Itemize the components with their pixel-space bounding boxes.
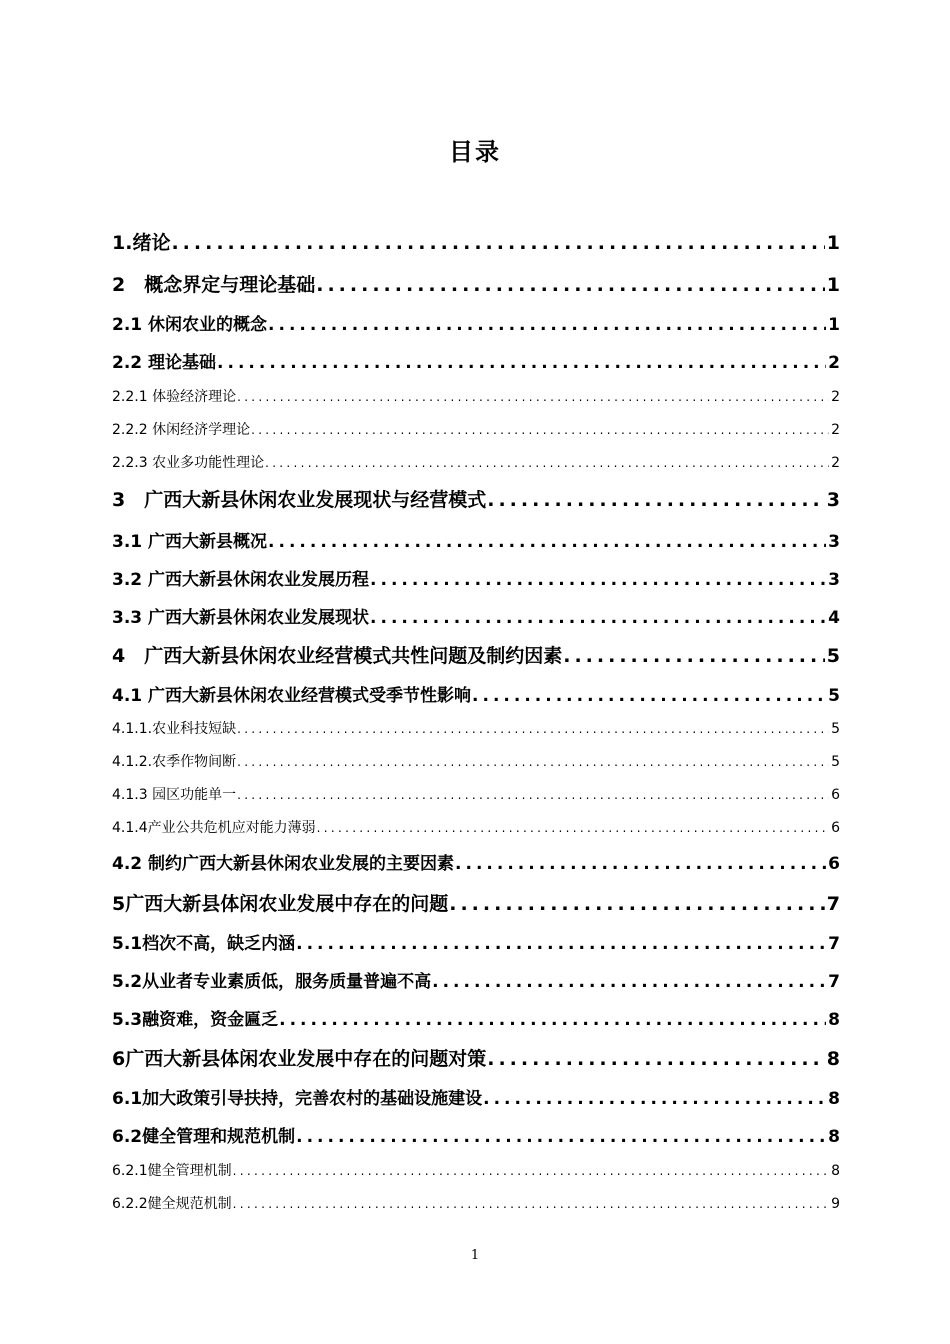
toc-entry-title: 1.绪论 (112, 232, 171, 254)
toc-entry-page: 8 (828, 1127, 840, 1147)
toc-dot-leader (370, 570, 826, 590)
toc-entry-title: 3.2 广西大新县休闲农业发展历程 (112, 570, 370, 590)
toc-entry-page: 5 (831, 721, 840, 737)
toc-dot-leader (237, 788, 829, 802)
toc-entry-title: 3.1 广西大新县概况 (112, 532, 268, 552)
page-number: 1 (470, 1248, 480, 1263)
toc-entry-page: 8 (828, 1010, 840, 1030)
toc-entry[interactable] (112, 270, 840, 300)
toc-entry-title: 6.2.2健全规范机制 (112, 1196, 232, 1212)
toc-dot-leader (317, 821, 829, 835)
toc-dot-leader (171, 232, 824, 254)
toc-entry-title: 4.1.3 园区功能单一 (112, 787, 237, 803)
toc-entry[interactable] (112, 641, 840, 671)
toc-dot-leader (370, 608, 826, 628)
toc-entry[interactable] (112, 1084, 840, 1110)
toc-entry-page: 3 (828, 532, 840, 552)
toc-entry-page: 5 (831, 754, 840, 770)
toc-dot-leader (483, 1089, 826, 1109)
toc-dot-leader (217, 353, 826, 373)
toc-entry[interactable] (112, 718, 840, 740)
toc-dot-leader (563, 645, 825, 667)
toc-entry[interactable] (112, 1044, 840, 1074)
toc-entry-page: 9 (831, 1196, 840, 1212)
toc-entry-page: 6 (831, 787, 840, 803)
toc-entry-page: 2 (831, 422, 840, 438)
toc-entry[interactable] (112, 751, 840, 773)
toc-entry-title: 4.1.1.农业科技短缺 (112, 721, 237, 737)
toc-entry[interactable] (112, 681, 840, 707)
toc-entry-title: 3.3 广西大新县休闲农业发展现状 (112, 608, 370, 628)
toc-entry[interactable] (112, 452, 840, 474)
toc-entry-page: 6 (831, 820, 840, 836)
toc-entry[interactable] (112, 817, 840, 839)
toc-entry[interactable] (112, 849, 840, 875)
toc-entry-page: 4 (828, 608, 840, 628)
toc-entry[interactable] (112, 929, 840, 955)
toc-dot-leader (268, 532, 826, 552)
toc-entry[interactable] (112, 228, 840, 258)
toc-entry[interactable] (112, 1193, 840, 1215)
toc-title: 目录 (449, 138, 501, 166)
toc-entry-title: 2.2 理论基础 (112, 353, 217, 373)
toc-dot-leader (472, 686, 826, 706)
toc-entry-title: 4.1.2.农季作物间断 (112, 754, 237, 770)
toc-entry[interactable] (112, 1160, 840, 1182)
toc-entry-page: 2 (828, 353, 840, 373)
toc-entry-page: 2 (831, 389, 840, 405)
toc-dot-leader (237, 722, 829, 736)
toc-dot-leader (487, 1048, 825, 1070)
toc-entry[interactable] (112, 348, 840, 374)
toc-entry-title: 5.1档次不高，缺乏内涵 (112, 934, 296, 954)
toc-dot-leader (251, 423, 829, 437)
toc-entry-title: 5广西大新县体闲农业发展中存在的问题 (112, 893, 449, 915)
toc-dot-leader (316, 274, 825, 296)
toc-entry-page: 8 (826, 1048, 840, 1070)
toc-dot-leader (449, 893, 825, 915)
toc-entry-page: 7 (826, 893, 840, 915)
toc-entry[interactable] (112, 967, 840, 993)
toc-dot-leader (237, 390, 829, 404)
toc-entry[interactable] (112, 784, 840, 806)
toc-entry-title: 5.2从业者专业素质低，服务质量普遍不高 (112, 972, 432, 992)
toc-entry-title: 6广西大新县体闲农业发展中存在的问题对策 (112, 1048, 487, 1070)
toc-dot-leader (233, 1164, 829, 1178)
toc-dot-leader (237, 755, 829, 769)
toc-entry[interactable] (112, 419, 840, 441)
toc-entry-page: 6 (828, 854, 840, 874)
toc-entry-page: 5 (826, 645, 840, 667)
toc-entry-title: 4.1.4产业公共危机应对能力薄弱 (112, 820, 316, 836)
toc-dot-leader (296, 934, 826, 954)
toc-entry-page: 3 (828, 570, 840, 590)
toc-entry-page: 3 (826, 489, 840, 511)
toc-entry-title: 2 概念界定与理论基础 (112, 274, 316, 296)
toc-dot-leader (432, 972, 826, 992)
toc-entry[interactable] (112, 386, 840, 408)
toc-entry-page: 2 (831, 455, 840, 471)
toc-entry-page: 7 (828, 934, 840, 954)
toc-dot-leader (265, 456, 829, 470)
toc-entry-page: 5 (828, 686, 840, 706)
toc-entry[interactable] (112, 603, 840, 629)
toc-dot-leader (268, 315, 826, 335)
toc-entry-title: 6.2.1健全管理机制 (112, 1163, 232, 1179)
toc-entry[interactable] (112, 310, 840, 336)
toc-entry-title: 2.2.1 体验经济理论 (112, 389, 237, 405)
toc-dot-leader (279, 1010, 826, 1030)
toc-entry-title: 4.2 制约广西大新县休闲农业发展的主要因素 (112, 854, 455, 874)
toc-entry-title: 4 广西大新县休闲农业经营模式共性问题及制约因素 (112, 645, 563, 667)
toc-entry[interactable] (112, 889, 840, 919)
toc-entry-title: 5.3融资难，资金匾乏 (112, 1010, 279, 1030)
toc-entry[interactable] (112, 1005, 840, 1031)
toc-dot-leader (233, 1197, 829, 1211)
toc-entry-title: 2.2.2 休闲经济学理论 (112, 422, 251, 438)
toc-entry-page: 8 (831, 1163, 840, 1179)
toc-entry-title: 6.2健全管理和规范机制 (112, 1127, 296, 1147)
toc-entry-title: 2.2.3 农业多功能性理论 (112, 455, 265, 471)
toc-entry-page: 7 (828, 972, 840, 992)
toc-entry-page: 1 (826, 274, 840, 296)
toc-entry[interactable] (112, 527, 840, 553)
toc-entry[interactable] (112, 485, 840, 515)
toc-entry-title: 4.1 广西大新县休闲农业经营模式受季节性影响 (112, 686, 472, 706)
toc-dot-leader (296, 1127, 826, 1147)
toc-dot-leader (487, 489, 825, 511)
toc-entry[interactable] (112, 565, 840, 591)
toc-dot-leader (455, 854, 826, 874)
toc-entry-page: 1 (828, 315, 840, 335)
toc-entry-title: 6.1加大政策引导扶持，完善农村的基础设施建设 (112, 1089, 483, 1109)
toc-entry-title: 3 广西大新县休闲农业发展现状与经营模式 (112, 489, 487, 511)
toc-entry-title: 2.1 休闲农业的概念 (112, 315, 268, 335)
toc-entry-page: 8 (828, 1089, 840, 1109)
toc-entry-page: 1 (826, 232, 840, 254)
toc-entry[interactable] (112, 1122, 840, 1148)
